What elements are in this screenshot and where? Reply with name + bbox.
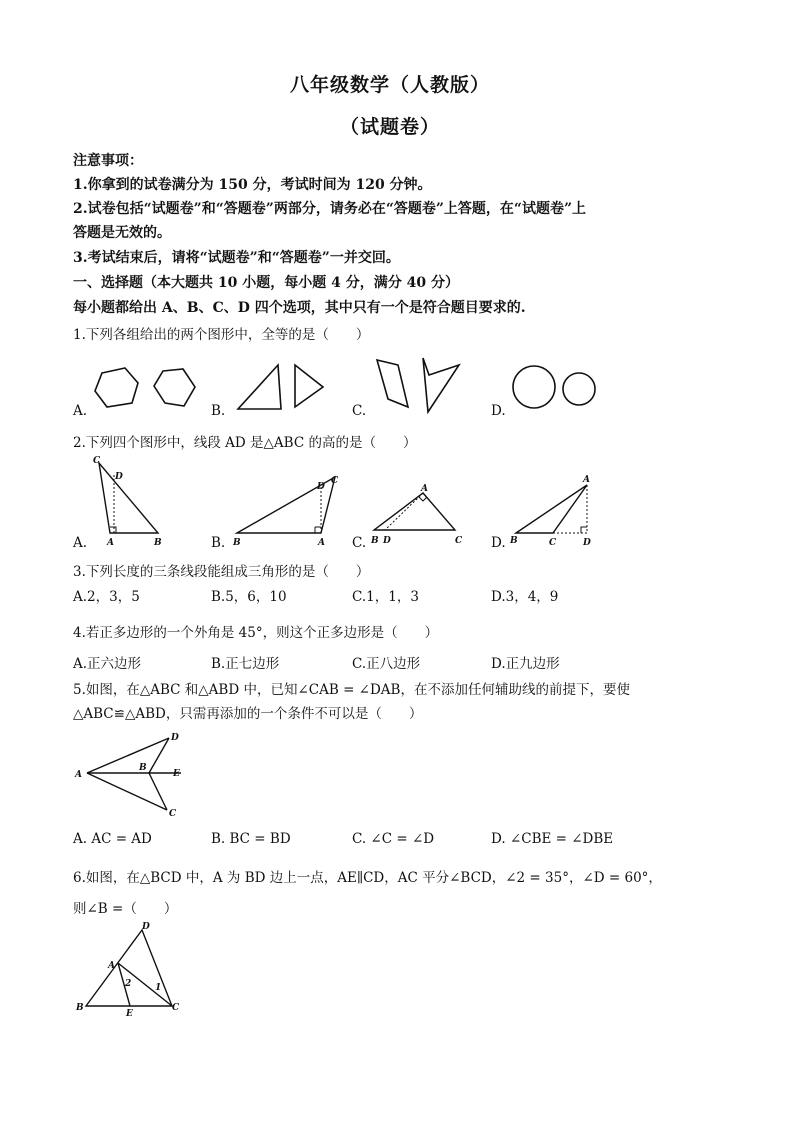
q2d-label-d: D <box>583 538 591 548</box>
question-4-option-d[interactable]: D.正九边形 <box>491 656 560 672</box>
q6-label-c: C <box>172 1003 180 1013</box>
question-2-option-c[interactable]: C. <box>352 535 367 551</box>
q2b-label-c: C <box>331 476 339 486</box>
question-1-option-c[interactable]: C. <box>352 403 367 419</box>
q2c-label-a: A <box>421 484 428 494</box>
q2b-label-a: A <box>318 538 325 548</box>
q6-label-1: 1 <box>155 983 162 993</box>
notice-item-2-line-2: 答题是无效的。 <box>73 225 171 241</box>
page-title: 八年级数学（人教版） <box>290 74 491 96</box>
question-5-option-c[interactable]: C. ∠C = ∠D <box>352 831 435 847</box>
q2c-label-d: D <box>383 536 391 546</box>
q2a-label-d: D <box>115 472 123 482</box>
question-6-stem-line-1: 6.如图，在△BCD 中，A 为 BD 边上一点，AE∥CD，AC 平分∠BCD，∠2 = 35°，∠D = 60°， <box>73 870 662 886</box>
question-1-option-b[interactable]: B. <box>211 403 226 419</box>
question-2-option-d[interactable]: D. <box>491 535 506 551</box>
q2b-label-d: D <box>317 482 325 492</box>
q2c-label-b: B <box>371 536 379 546</box>
question-5-option-a[interactable]: A. AC = AD <box>73 831 152 847</box>
question-2-option-b[interactable]: B. <box>211 535 226 551</box>
q6-label-d: D <box>142 922 150 932</box>
question-4-stem: 4.若正多边形的一个外角是 45°，则这个正多边形是（ ） <box>73 625 439 641</box>
q2a-label-b: B <box>154 538 162 548</box>
q6-label-a: A <box>108 961 115 971</box>
q5-label-b: B <box>139 763 147 773</box>
question-2-figure <box>73 455 633 548</box>
question-1-option-d[interactable]: D. <box>491 403 506 419</box>
q2d-label-c: C <box>549 538 557 548</box>
question-6-figure <box>73 920 193 1020</box>
q2d-label-a: A <box>583 475 590 485</box>
question-5-figure <box>73 728 203 823</box>
q5-label-e: E <box>173 769 180 779</box>
section-instruction: 每小题都给出 A、B、C、D 四个选项，其中只有一个是符合题目要求的. <box>73 300 526 316</box>
question-3-option-c[interactable]: C.1，1，3 <box>352 589 419 605</box>
q5-label-a: A <box>75 770 82 780</box>
question-3-option-a[interactable]: A.2，3，5 <box>73 589 140 605</box>
q6-label-b: B <box>76 1003 84 1013</box>
question-5-option-d[interactable]: D. ∠CBE = ∠DBE <box>491 831 614 847</box>
notice-item-3: 3.考试结束后，请将“试题卷”和“答题卷”一并交回。 <box>73 250 400 266</box>
question-3-stem: 3.下列长度的三条线段能组成三角形的是（ ） <box>73 564 370 580</box>
question-1-stem: 1.下列各组给出的两个图形中，全等的是（ ） <box>73 327 370 343</box>
q2d-label-b: B <box>510 536 518 546</box>
question-6-stem-line-2: 则∠B =（ ） <box>73 901 178 917</box>
question-3-option-d[interactable]: D.3，4，9 <box>491 589 559 605</box>
q5-label-c: C <box>169 809 177 819</box>
page-subtitle: （试题卷） <box>340 116 441 138</box>
question-4-option-a[interactable]: A.正六边形 <box>73 656 142 672</box>
question-4-option-b[interactable]: B.正七边形 <box>211 656 280 672</box>
question-5-option-b[interactable]: B. BC = BD <box>211 831 291 847</box>
section-heading: 一、选择题（本大题共 10 小题，每小题 4 分，满分 40 分） <box>73 275 459 291</box>
question-5-stem-line-2: △ABC≌△ABD，只需再添加的一个条件不可以是（ ） <box>73 706 423 722</box>
q6-label-e: E <box>126 1009 133 1019</box>
notice-heading: 注意事项： <box>73 153 143 169</box>
question-1-option-a[interactable]: A. <box>73 403 88 419</box>
q6-label-2: 2 <box>125 979 132 989</box>
question-4-option-c[interactable]: C.正八边形 <box>352 656 421 672</box>
notice-item-2-line-1: 2.试卷包括“试题卷”和“答题卷”两部分，请务必在“答题卷”上答题，在“试题卷”上 <box>73 201 587 217</box>
q5-label-d: D <box>171 733 179 743</box>
q2b-label-b: B <box>233 538 241 548</box>
question-2-stem: 2.下列四个图形中，线段 AD 是△ABC 的高的是（ ） <box>73 435 417 451</box>
question-5-stem-line-1: 5.如图，在△ABC 和△ABD 中，已知∠CAB = ∠DAB，在不添加任何辅助线的前提下，要使 <box>73 682 630 698</box>
notice-item-1: 1.你拿到的试卷满分为 150 分，考试时间为 120 分钟。 <box>73 177 432 193</box>
q2a-label-a: A <box>107 538 114 548</box>
question-3-option-b[interactable]: B.5，6，10 <box>211 589 287 605</box>
question-2-option-a[interactable]: A. <box>73 535 88 551</box>
q2c-label-c: C <box>455 536 463 546</box>
q2a-label-c: C <box>93 456 101 466</box>
